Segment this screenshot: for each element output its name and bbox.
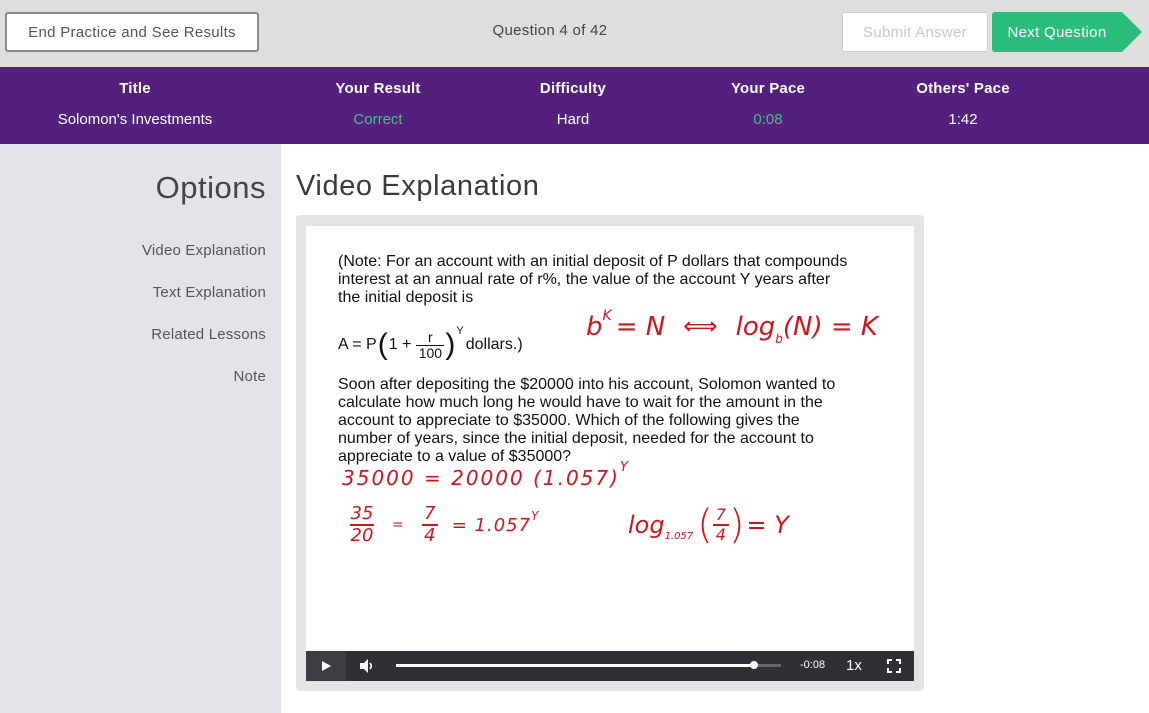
hw-log-rest: (N) = K xyxy=(782,312,878,342)
question-line: account to appreciate to $35000. Which of the following gives the xyxy=(338,412,800,429)
question-line: number of years, since the initial deposit, needed for the account to xyxy=(338,430,814,447)
note-line: (Note: For an account with an initial deposit of P dollars that compounds xyxy=(338,253,848,270)
play-icon xyxy=(322,661,331,671)
sidebar-item-related-lessons[interactable]: Related Lessons xyxy=(151,326,266,343)
stat-your-pace xyxy=(668,67,868,128)
page-title: Video Explanation xyxy=(296,170,540,202)
volume-icon[interactable] xyxy=(358,657,376,675)
question-line: appreciate to a value of $35000? xyxy=(338,448,572,465)
stat-header: Your Pace xyxy=(730,80,806,97)
question-line: calculate how much long he would have to wait for the amount in the xyxy=(338,394,823,411)
formula-prefix: A = P xyxy=(338,336,377,353)
stat-title xyxy=(35,67,235,128)
formula-paren-left: ( xyxy=(377,328,388,361)
hw-exp-k: K xyxy=(602,308,612,324)
stat-others-pace xyxy=(863,67,1063,128)
video-screen[interactable] xyxy=(306,226,914,651)
stat-header: Title xyxy=(119,80,151,97)
hw-final-paren-l: ( xyxy=(697,502,713,548)
hw-base-b: b xyxy=(586,312,603,342)
stat-value: 1:42 xyxy=(948,111,978,128)
stat-difficulty xyxy=(473,67,673,128)
hw-arrow: ⟺ xyxy=(683,312,718,340)
video-controls xyxy=(306,651,914,681)
formula-fraction xyxy=(416,330,444,361)
end-practice-button[interactable]: End Practice and See Results xyxy=(5,12,259,52)
formula-paren-right: ) xyxy=(445,328,456,361)
stat-header: Others' Pace xyxy=(916,80,1010,97)
formula-exponent: Y xyxy=(456,325,464,337)
top-bar xyxy=(0,0,1149,67)
hw-frac1-num: 35 xyxy=(350,503,374,524)
sidebar-title: Options xyxy=(155,170,266,205)
hw-eq-sign: = xyxy=(392,517,404,533)
hw-eq2-rest: = 1.057 xyxy=(451,514,532,536)
stat-value: Correct xyxy=(353,111,403,128)
formula-suffix: dollars.) xyxy=(465,336,523,353)
sidebar-item-note[interactable]: Note xyxy=(233,368,266,385)
hw-eq-n: = N xyxy=(615,312,666,342)
hw-final-frac xyxy=(713,506,729,544)
submit-answer-button[interactable]: Submit Answer xyxy=(842,12,988,52)
options-sidebar xyxy=(0,144,281,713)
hw-eq1: 35000 = 20000 (1.057) xyxy=(342,466,620,490)
hw-final-log: log xyxy=(628,511,665,539)
stat-your-result xyxy=(278,67,478,128)
hw-frac2 xyxy=(422,504,438,546)
progress-bar[interactable] xyxy=(396,664,781,667)
note-text xyxy=(338,253,898,307)
hw-final-den: 4 xyxy=(715,525,726,544)
hw-frac2-den: 4 xyxy=(424,525,436,546)
sidebar-item-text-explanation[interactable]: Text Explanation xyxy=(152,284,266,301)
compound-formula xyxy=(338,324,523,366)
formula-one-plus: 1 + xyxy=(388,336,412,353)
handwriting-equation-2 xyxy=(350,504,538,546)
hw-frac1 xyxy=(350,504,374,546)
question-line: Soon after depositing the $20000 into his account, Solomon wanted to xyxy=(338,376,836,393)
note-line: interest at an annual rate of r%, the value of the account Y years after xyxy=(338,271,831,288)
stat-value: Solomon's Investments xyxy=(57,111,213,128)
note-line: the initial deposit is xyxy=(338,289,474,306)
hw-final-base: 1.057 xyxy=(664,530,694,542)
hw-log: log xyxy=(735,312,776,342)
hw-final-paren-r: ) xyxy=(728,502,745,548)
time-remaining: -0:08 xyxy=(800,659,826,671)
next-question-arrow[interactable] xyxy=(1122,12,1142,52)
stat-header: Difficulty xyxy=(539,80,607,97)
playback-speed-button[interactable]: 1x xyxy=(846,657,862,674)
hw-frac1-den: 20 xyxy=(350,525,374,546)
hw-eq2-exp: Y xyxy=(531,509,539,523)
stat-value: 0:08 xyxy=(753,111,783,128)
handwriting-log-final xyxy=(628,502,789,548)
fullscreen-icon[interactable] xyxy=(887,659,901,673)
hw-eq1-exp: Y xyxy=(619,460,630,475)
sidebar-item-video-explanation[interactable]: Video Explanation xyxy=(141,242,266,259)
progress-thumb[interactable] xyxy=(750,661,758,669)
stats-bar xyxy=(0,67,1149,144)
hw-frac2-num: 7 xyxy=(424,503,436,524)
stat-header: Your Result xyxy=(335,80,421,97)
hw-final-num: 7 xyxy=(715,505,726,524)
play-button[interactable] xyxy=(306,651,346,681)
stat-value: Hard xyxy=(556,111,590,128)
hw-log-base: b xyxy=(775,332,783,346)
handwriting-equation-1 xyxy=(342,460,630,490)
formula-denominator: 100 xyxy=(418,344,443,361)
next-question-button[interactable]: Next Question xyxy=(992,12,1122,52)
handwriting-log-identity xyxy=(586,308,878,346)
question-text xyxy=(338,376,898,466)
progress-fill xyxy=(396,664,754,667)
hw-final-rest: = Y xyxy=(746,511,789,539)
question-counter: Question 4 of 42 xyxy=(492,22,608,39)
formula-numerator: r xyxy=(428,328,433,345)
